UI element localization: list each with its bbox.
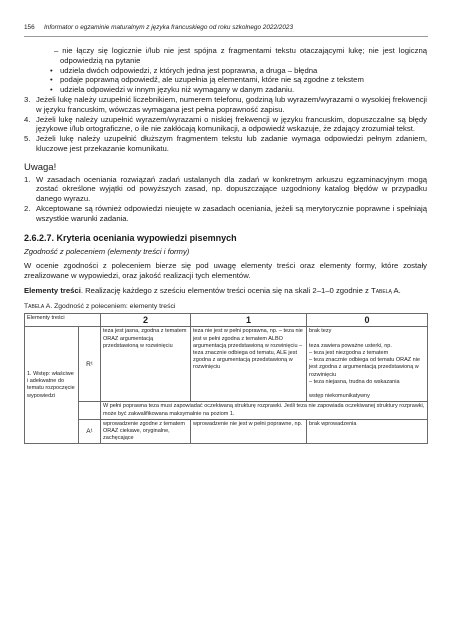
paragraph-end: . — [398, 285, 401, 295]
bullet-item: • udziela odpowiedzi w innym języku niż wymagany w danym zadaniu. — [50, 85, 427, 95]
page-header — [24, 22, 428, 37]
table-cell: wprowadzenie zgodne z tematem ORAZ ciekawe, oryginalne, zachęcające — [101, 419, 191, 444]
table-reference: Tabelą A — [371, 285, 399, 295]
item-text: Jeżeli lukę należy uzupełnić dłuższym fragmentem tekstu lub zadanie wymaga odpowiedzi pełnym zdaniem, kluczowe jest przekazanie komunikatu. — [36, 134, 427, 153]
subsection-title-rest: (elementy treści i formy) — [105, 247, 190, 257]
numbered-item — [24, 134, 427, 154]
bullet-item: • podaje poprawną odpowiedź, ale uzupełnia ją elementami, które nie są zgodne z tekstem — [50, 75, 427, 85]
table-header-label: Elementy treści — [25, 314, 101, 327]
bullet-item: • udziela dwóch odpowiedzi, z których jedna jest poprawna, a druga – błędna — [50, 66, 427, 76]
table-note-row — [25, 402, 428, 419]
table-cell: wprowadzenie nie jest w pełni poprawne, np. — [191, 419, 307, 444]
table-caption-text: . Zgodność z poleceniem: elementy treści — [50, 302, 176, 310]
item-text: W zasadach oceniania rozwiązań zadań ustalanych dla zadań w konkretnym arkuszu egzaminacyjnym mogą zostać określone wyjątki od powyższych zasad, np. dopuszczające uzgodniony katalog błędów w przypadku danego wyrazu. — [36, 174, 427, 204]
table-cell: brak wprowadzenia — [307, 419, 428, 444]
table-cell: teza nie jest w pełni poprawna, np. – teza nie jest w pełni zgodna z tematem ALBO argumentacją przedstawioną w rozwinięciu – teza znacznie odbiega od tematu, ALE jest zgodna z argumentacją przedstawioną w rozwinięciu — [191, 327, 307, 402]
section-title: 2.6.2.7. Kryteria oceniania wypowiedzi pisemnych — [24, 232, 237, 243]
item-number: 2. — [24, 203, 31, 213]
item-number: 4. — [24, 114, 31, 124]
paragraph-bold: Elementy treści — [24, 285, 81, 295]
note-heading: Uwaga! — [24, 161, 57, 173]
paragraph-text: . Realizację każdego z sześciu elementów treści ocenia się na skali 2–1–0 zgodnie z — [80, 285, 371, 295]
subsection-title-italic: Zgodność z poleceniem — [24, 247, 106, 257]
score-header: 0 — [307, 314, 428, 327]
table-cell: teza jest jasna, zgodna z tematem ORAZ argumentacją przedstawioną w rozwinięciu — [101, 327, 191, 402]
score-header: 2 — [101, 314, 191, 327]
numbered-item — [24, 95, 427, 115]
subsection-title — [24, 247, 427, 257]
item-number: 5. — [24, 134, 31, 144]
page-number: 156 — [24, 24, 35, 31]
paragraph — [24, 286, 427, 296]
table-caption-label: Tabela A — [24, 302, 51, 310]
item-number: 3. — [24, 94, 31, 104]
table-row — [25, 419, 428, 444]
score-header: 1 — [191, 314, 307, 327]
page-body — [24, 46, 427, 444]
item-text: Akceptowane są również odpowiedzi nieujęte w zasadach oceniania, jeżeli są merytorycznie poprawne i spełniają wszystkie warunki zadania. — [36, 203, 427, 223]
numbered-item — [24, 115, 427, 135]
row-code: A¹ — [79, 419, 101, 444]
item-text: Jeżeli lukę należy uzupełnić liczebnikiem, numerem telefonu, godziną lub wyrazem/wyrazami o wysokiej frekwencji w języku francuskim, wówczas wymagana jest pełna poprawność zapisu. — [36, 94, 427, 114]
table-caption — [24, 302, 427, 312]
numbered-item — [24, 175, 427, 204]
table-note: W pełni poprawna teza musi zapowiadać oczekiwaną strukturę rozprawki. Jeśli teza nie zapowiada oczekiwanej struktury rozprawki, może być zakwalifikowana maksymalnie na poziom 1. — [101, 402, 428, 419]
table-header-row — [25, 314, 428, 327]
item-number: 1. — [24, 174, 31, 184]
intro-dash-item: – nie łączy się logicznie i/lub nie jest spójna z fragmentami tekstu otaczającymi lukę; nie jest logiczną odpowiedzią na pytanie — [54, 46, 427, 65]
table-cell: brak tezy teza zawiera poważne usterki, np. – teza jest niezgodna z tematem – teza znacznie odbiega od tematu ORAZ nie jest zgodna z argumentacją przedstawioną w rozwinięciu – teza niejasna, trudna do wskazania wstęp niekomunikatywny — [307, 327, 428, 402]
table-row — [25, 327, 428, 402]
running-title: Informator o egzaminie maturalnym z języka francuskiego od roku szkolnego 2022/2023 — [44, 24, 294, 31]
criterion-cell: 1. Wstęp: właściwe i adekwatne do tematu rozpoczęcie wypowiedzi — [25, 327, 79, 444]
criteria-table — [24, 313, 428, 444]
item-text: Jeżeli lukę należy uzupełnić wyrazem/wyrazami o niskiej frekwencji w języku francuskim, dopuszczalne są błędy językowe i/lub ortograficzne, o ile nie zakłócają komunikacji, a odpowiedź wskazuje, że zdający zrozumiał tekst. — [36, 114, 427, 134]
numbered-item — [24, 204, 427, 224]
row-code: R¹ — [79, 327, 101, 402]
paragraph: W ocenie zgodności z poleceniem bierze się pod uwagę elementy treści oraz elementy formy, które zostały zrealizowane w wypowiedzi, oraz jakość realizacji tych elementów. — [24, 261, 427, 280]
